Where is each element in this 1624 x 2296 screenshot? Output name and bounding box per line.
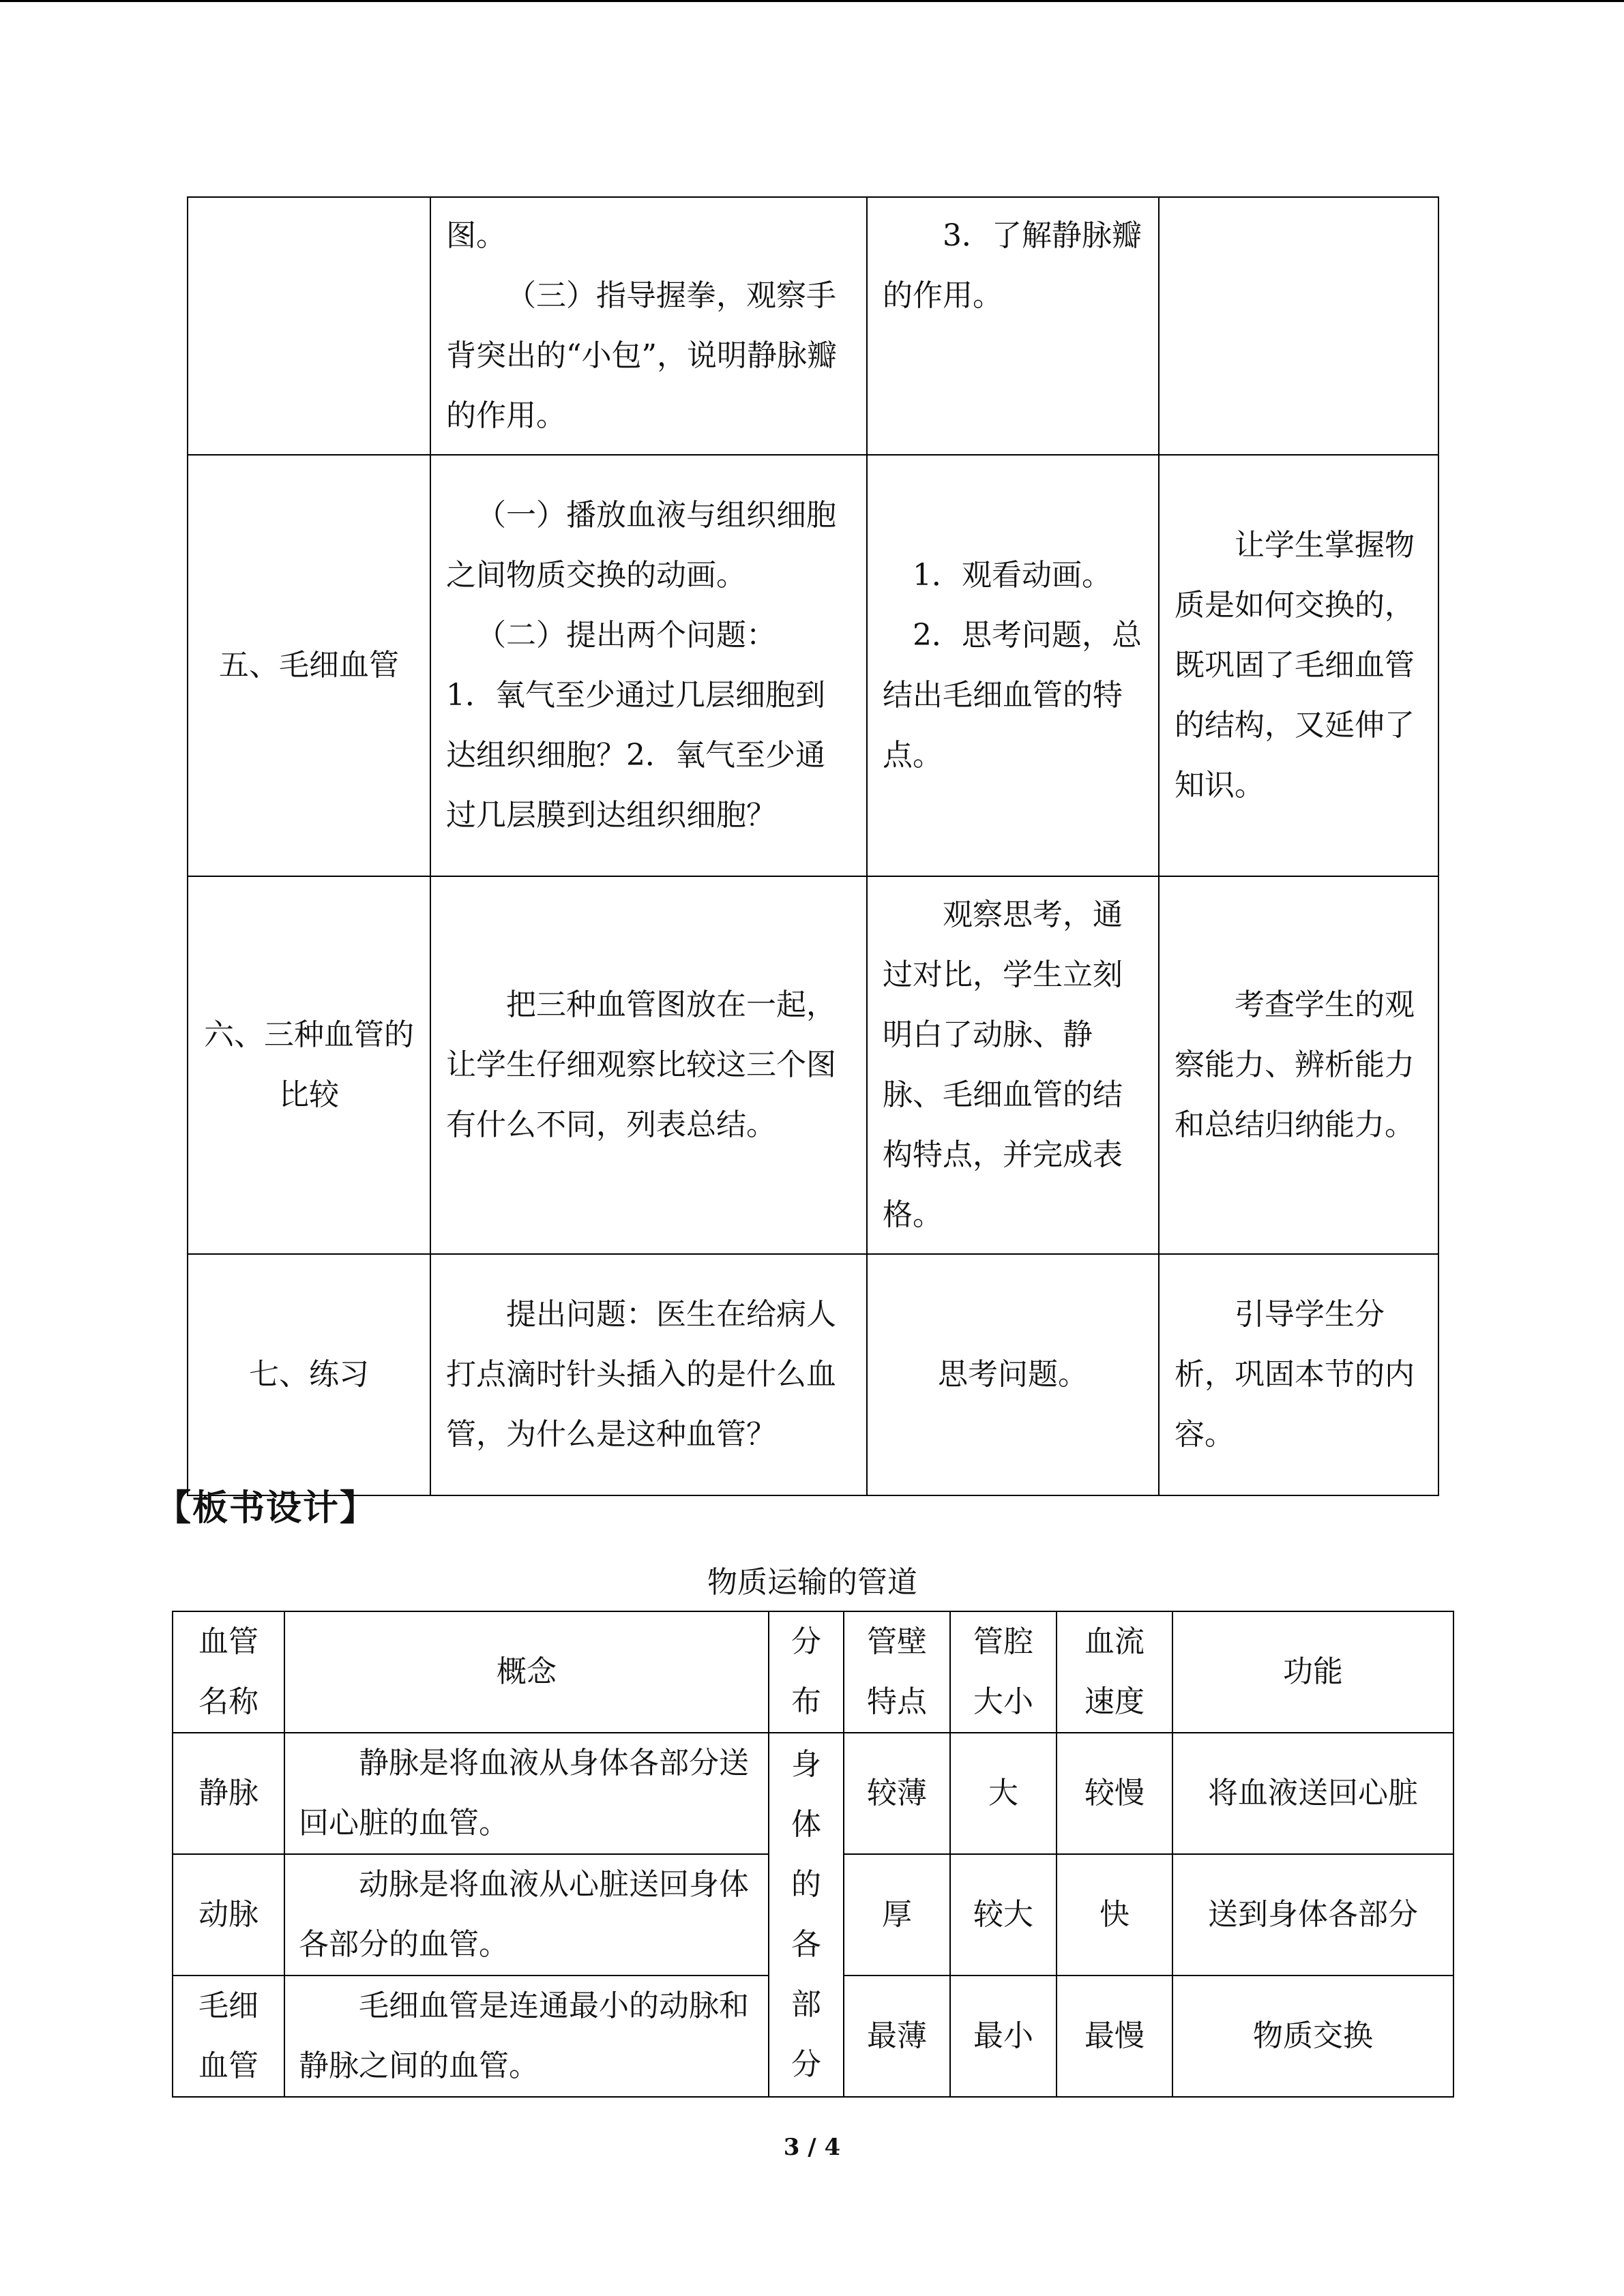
stage-cell: 五、毛细血管 <box>188 455 430 876</box>
concept-cell: 动脉是将血液从心脏送回身体各部分的血管。 <box>284 1854 769 1976</box>
table-row <box>188 876 1438 1254</box>
function-cell: 物质交换 <box>1172 1976 1453 2097</box>
header-lumen: 管腔大小 <box>950 1611 1057 1733</box>
vessel-name-cell: 动脉 <box>173 1854 284 1976</box>
student-activity-cell <box>867 455 1159 876</box>
lumen-cell: 大 <box>950 1733 1057 1854</box>
blood-vessel-comparison-table <box>172 1611 1454 2098</box>
distribution-cell: 身体的各部分 <box>769 1733 844 2097</box>
header-concept: 概念 <box>284 1611 769 1733</box>
speed-cell: 最慢 <box>1057 1976 1172 2097</box>
board-table-caption: 物质运输的管道 <box>707 1565 917 1600</box>
teacher-activity-text: （一）播放血液与组织细胞之间物质交换的动画。 <box>446 498 836 593</box>
speed-cell: 快 <box>1057 1854 1172 1976</box>
student-activity-cell: 思考问题。 <box>867 1254 1159 1495</box>
table-header-row <box>173 1611 1453 1733</box>
vessel-name-cell: 静脉 <box>173 1733 284 1854</box>
concept-cell: 毛细血管是连通最小的动脉和静脉之间的血管。 <box>284 1976 769 2097</box>
student-activity-text: 3．了解静脉瓣的作用。 <box>883 218 1142 313</box>
header-wall: 管壁特点 <box>844 1611 950 1733</box>
teacher-activity-cell: 把三种血管图放在一起，让学生仔细观察比较这三个图有什么不同，列表总结。 <box>430 876 867 1254</box>
design-purpose-cell: 让学生掌握物质是如何交换的，既巩固了毛细血管的结构，又延伸了知识。 <box>1159 455 1438 876</box>
teacher-activity-text: 图。 <box>446 218 506 253</box>
table-row <box>188 455 1438 876</box>
speed-cell: 较慢 <box>1057 1733 1172 1854</box>
concept-cell: 静脉是将血液从身体各部分送回心脏的血管。 <box>284 1733 769 1854</box>
teacher-activity-cell <box>430 455 867 876</box>
lumen-cell: 较大 <box>950 1854 1057 1976</box>
table-row <box>188 197 1438 455</box>
header-vessel-name: 血管名称 <box>173 1611 284 1733</box>
function-cell: 送到身体各部分 <box>1172 1854 1453 1976</box>
student-activity-text: 2．思考问题，总结出毛细血管的特点。 <box>883 618 1142 773</box>
top-border-line <box>0 0 1624 2</box>
teacher-activity-cell <box>430 197 867 455</box>
student-activity-cell: 观察思考，通过对比，学生立刻明白了动脉、静脉、毛细血管的结构特点，并完成表格。 <box>867 876 1159 1254</box>
stage-cell: 六、三种血管的比较 <box>188 876 430 1254</box>
vessel-name-cell: 毛细血管 <box>173 1976 284 2097</box>
stage-cell: 七、练习 <box>188 1254 430 1495</box>
page-number: 3 / 4 <box>783 2134 841 2161</box>
wall-cell: 较薄 <box>844 1733 950 1854</box>
function-cell: 将血液送回心脏 <box>1172 1733 1453 1854</box>
design-purpose-cell: 引导学生分析，巩固本节的内容。 <box>1159 1254 1438 1495</box>
design-purpose-cell <box>1159 197 1438 455</box>
wall-cell: 最薄 <box>844 1976 950 2097</box>
header-distribution: 分布 <box>769 1611 844 1733</box>
design-purpose-cell: 考查学生的观察能力、辨析能力和总结归纳能力。 <box>1159 876 1438 1254</box>
lumen-cell: 最小 <box>950 1976 1057 2097</box>
teacher-activity-cell: 提出问题：医生在给病人打点滴时针头插入的是什么血管，为什么是这种血管？ <box>430 1254 867 1495</box>
student-activity-cell <box>867 197 1159 455</box>
stage-cell <box>188 197 430 455</box>
table-row <box>188 1254 1438 1495</box>
lesson-procedure-table <box>187 196 1439 1496</box>
student-activity-text: 1．观看动画。 <box>913 558 1112 593</box>
wall-cell: 厚 <box>844 1854 950 1976</box>
header-function: 功能 <box>1172 1611 1453 1733</box>
teacher-activity-text: （三）指导握拳，观察手背突出的“小包”，说明静脉瓣的作用。 <box>446 278 837 433</box>
teacher-activity-text: （二）提出两个问题： <box>476 618 776 653</box>
teacher-activity-text: 1．氧气至少通过几层细胞到达组织细胞？2．氧气至少通过几层膜到达组织细胞？ <box>446 678 825 833</box>
header-speed: 血流速度 <box>1057 1611 1172 1733</box>
table-row <box>173 1733 1453 1854</box>
board-design-heading: 【板书设计】 <box>156 1487 377 1529</box>
